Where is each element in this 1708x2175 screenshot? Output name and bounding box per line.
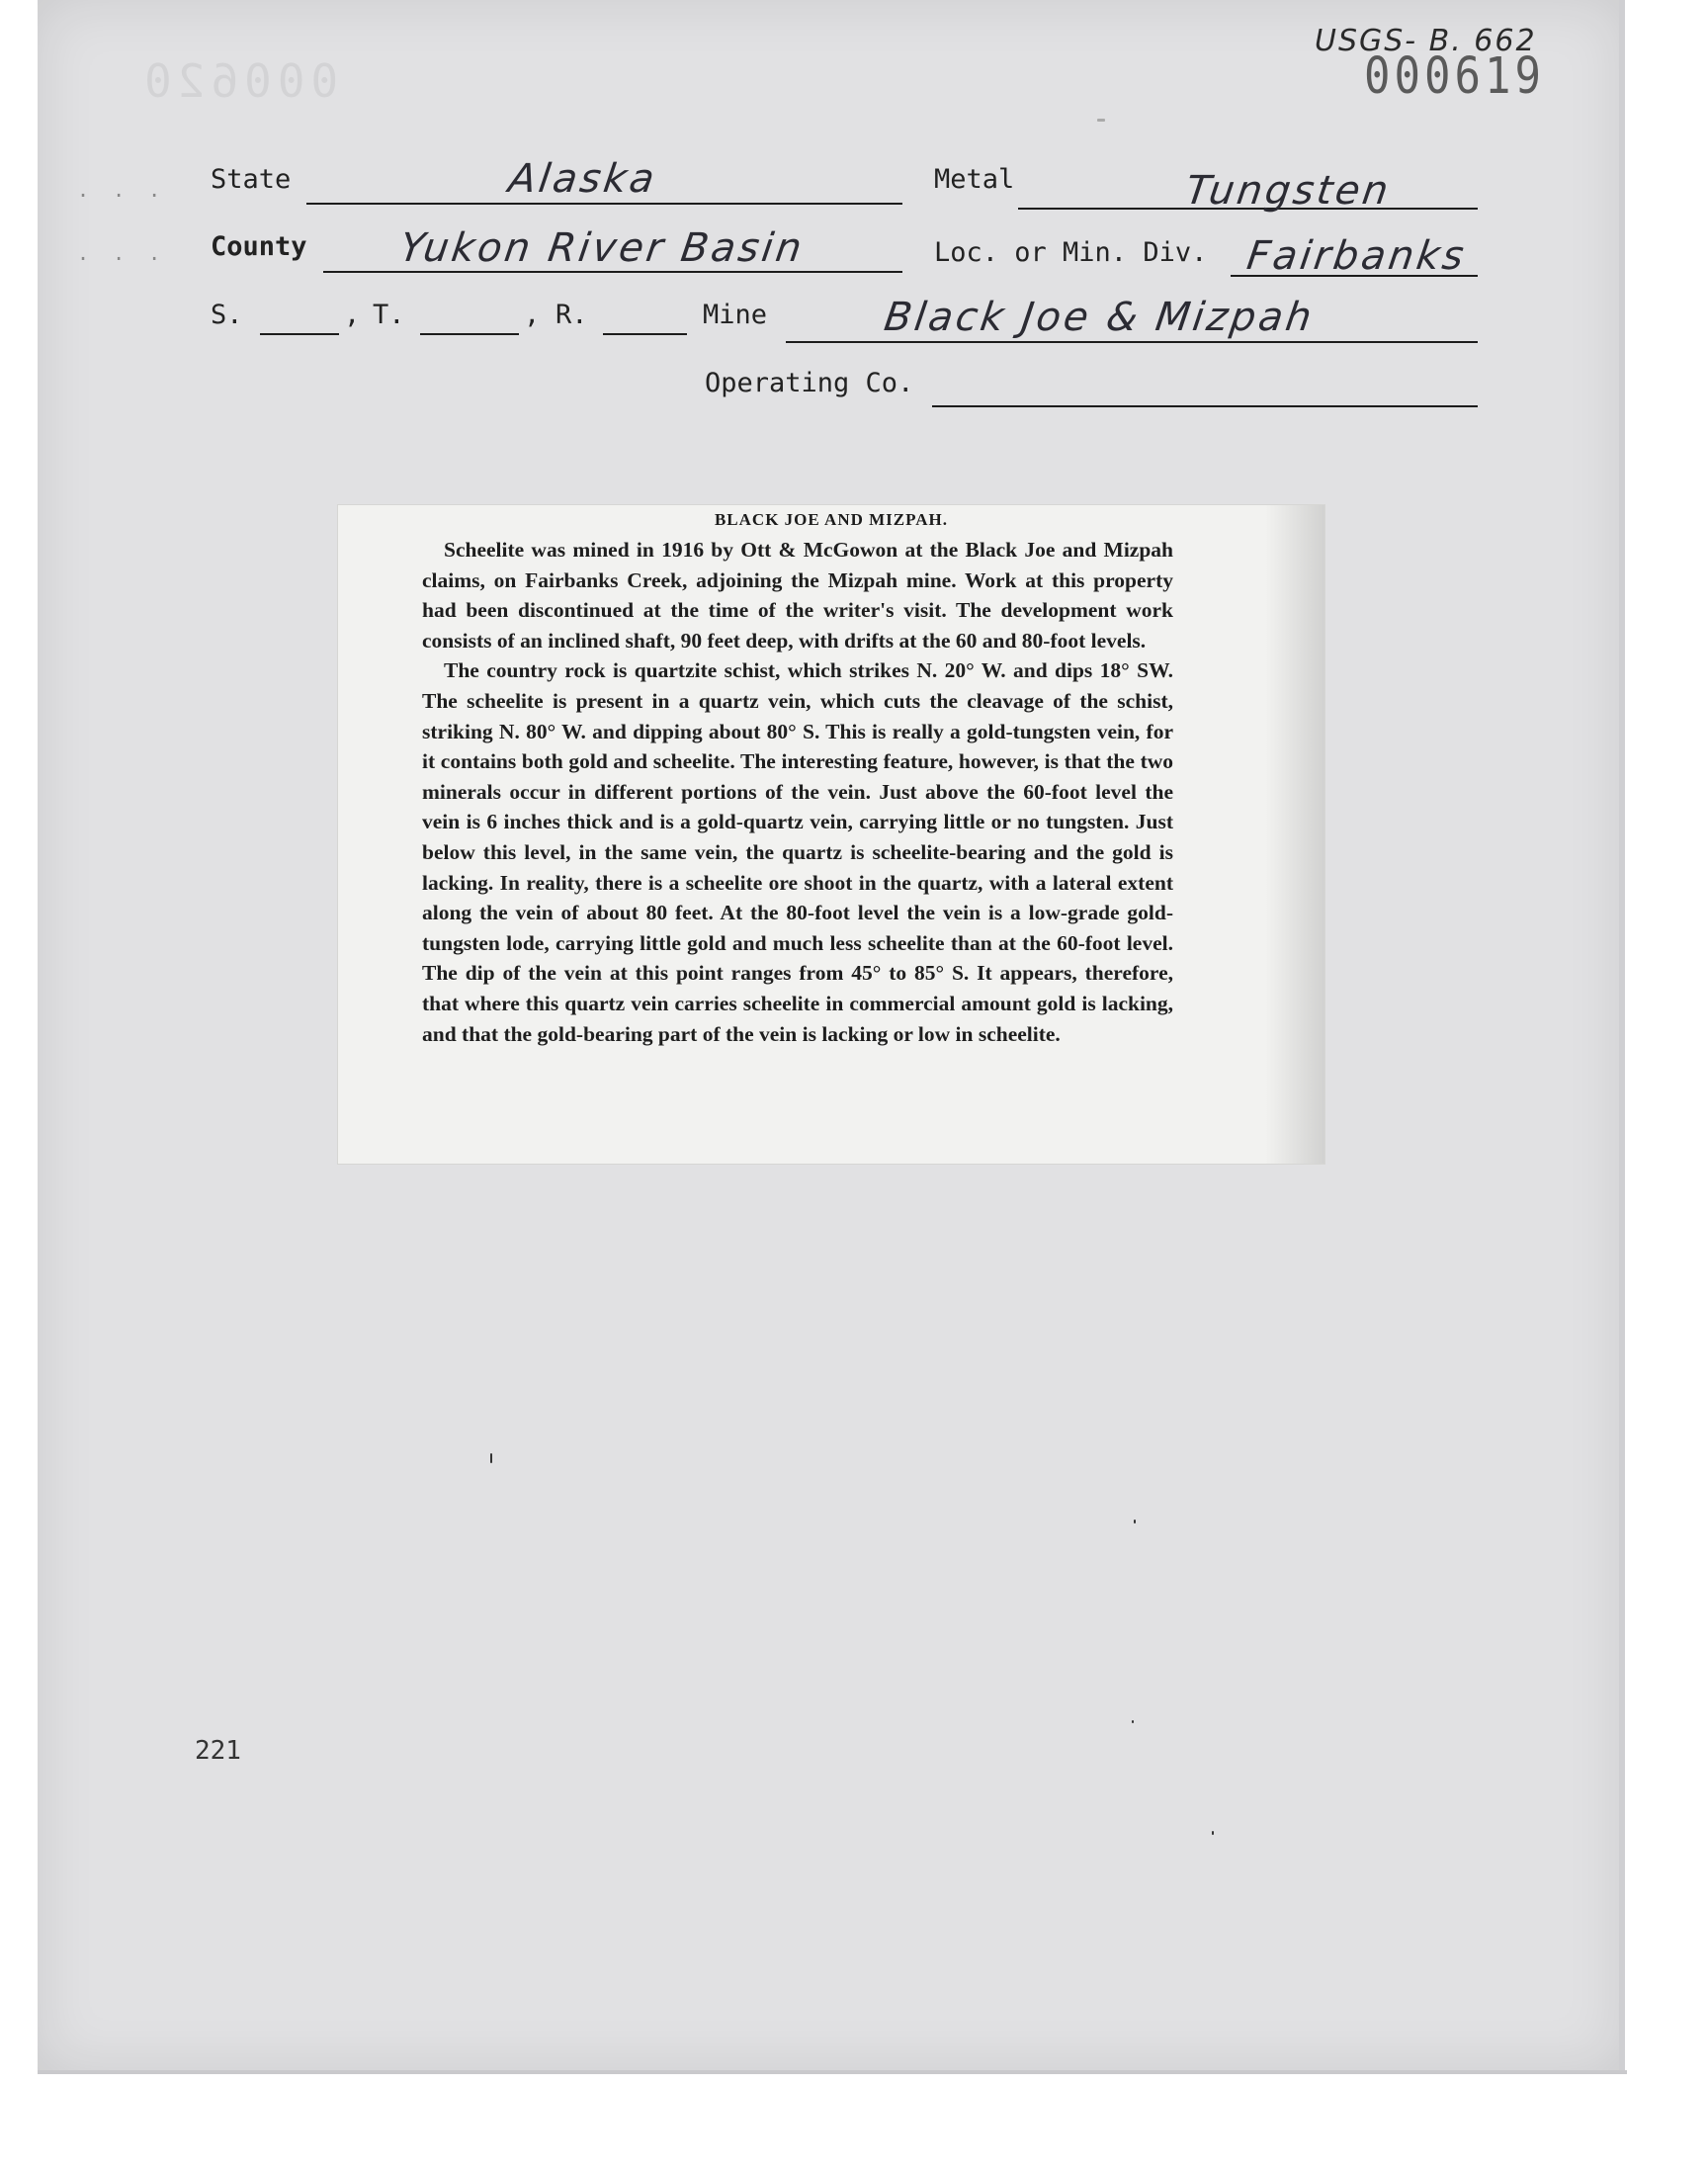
- stamp-number: 000619: [1364, 47, 1545, 106]
- clipping-paragraph: Scheelite was mined in 1916 by Ott & McGowon at the Black Joe and Mizpah claims, on Fairbanks Creek, adjoining the Mizpah mine. Work at this property had been discontinued at the time of the writer's visit. The development work consists of an inclined shaft, 90 feet deep, with drifts at the 60 and 80-foot levels.: [422, 538, 1173, 652]
- dust-speck: [1134, 1520, 1136, 1523]
- margin-dots: . . .: [77, 178, 167, 202]
- range-label: R.: [555, 300, 588, 330]
- clipping-shadow: [1265, 505, 1324, 1164]
- separator-comma: ,: [524, 300, 541, 330]
- clipping-body: [422, 535, 1173, 1049]
- state-label: State: [211, 164, 292, 195]
- mine-label: Mine: [703, 300, 768, 330]
- county-value: Yukon River Basin: [396, 225, 808, 271]
- loc-value: Fairbanks: [1243, 233, 1470, 279]
- dust-speck: [1132, 1720, 1134, 1723]
- loc-label: Loc. or Min. Div.: [934, 237, 1208, 268]
- separator-comma: ,: [344, 300, 361, 330]
- card-edge-bottom: [38, 2070, 1627, 2074]
- reference-code: USGS- B. 662: [1315, 24, 1537, 58]
- state-line: [306, 203, 902, 205]
- dust-speck: [1212, 1831, 1214, 1835]
- pasted-clipping: [337, 504, 1325, 1165]
- range-line: [603, 333, 687, 335]
- metal-value: Tungsten: [1182, 168, 1395, 214]
- operating-line: [932, 405, 1478, 407]
- card-edge: [1619, 0, 1625, 2072]
- dust-speck: [490, 1453, 492, 1463]
- metal-label: Metal: [934, 164, 1015, 195]
- township-label: T.: [373, 300, 405, 330]
- mine-value: Black Joe & Mizpah: [881, 295, 1318, 340]
- page-number: 221: [195, 1736, 241, 1766]
- county-label: County: [211, 231, 307, 262]
- township-line: [420, 333, 519, 335]
- section-line: [260, 333, 339, 335]
- mine-line: [786, 341, 1478, 343]
- margin-dots: . . .: [77, 241, 167, 265]
- clipping-paragraph: The country rock is quartzite schist, which strikes N. 20° W. and dips 18° SW. The scheelite is present in a quartz vein, which cuts the cleavage of the schist, striking N. 80° W. and dipping about 80° S. This is really a gold-tungsten vein, for it contains both gold and scheelite. The interesting feature, however, is that the two minerals occur in different portions of the vein. Just above the 60-foot level the vein is 6 inches thick and is a gold-quartz vein, carrying little or no tungsten. Just below this level, in the same vein, the quartz is scheelite-bearing and the gold is lacking. In reality, there is a scheelite ore shoot in the quartz, with a lateral extent along the vein of about 80 feet. At the 80-foot level the vein is a low-grade gold-tungsten lode, carrying little gold and much less scheelite than at the 60-foot level. The dip of the vein at this point ranges from 45° to 85° S. It appears, therefore, that where this quartz vein carries scheelite in commercial amount gold is lacking, and that the gold-bearing part of the vein is lacking or low in scheelite.: [422, 658, 1173, 1046]
- bleed-through-number: 000620: [138, 54, 339, 108]
- clipping-title: BLACK JOE AND MIZPAH.: [714, 510, 949, 529]
- state-value: Alaska: [505, 156, 660, 202]
- dust-speck: [1097, 119, 1105, 122]
- county-line: [323, 271, 902, 273]
- operating-label: Operating Co.: [705, 368, 914, 398]
- section-label: S.: [211, 300, 243, 330]
